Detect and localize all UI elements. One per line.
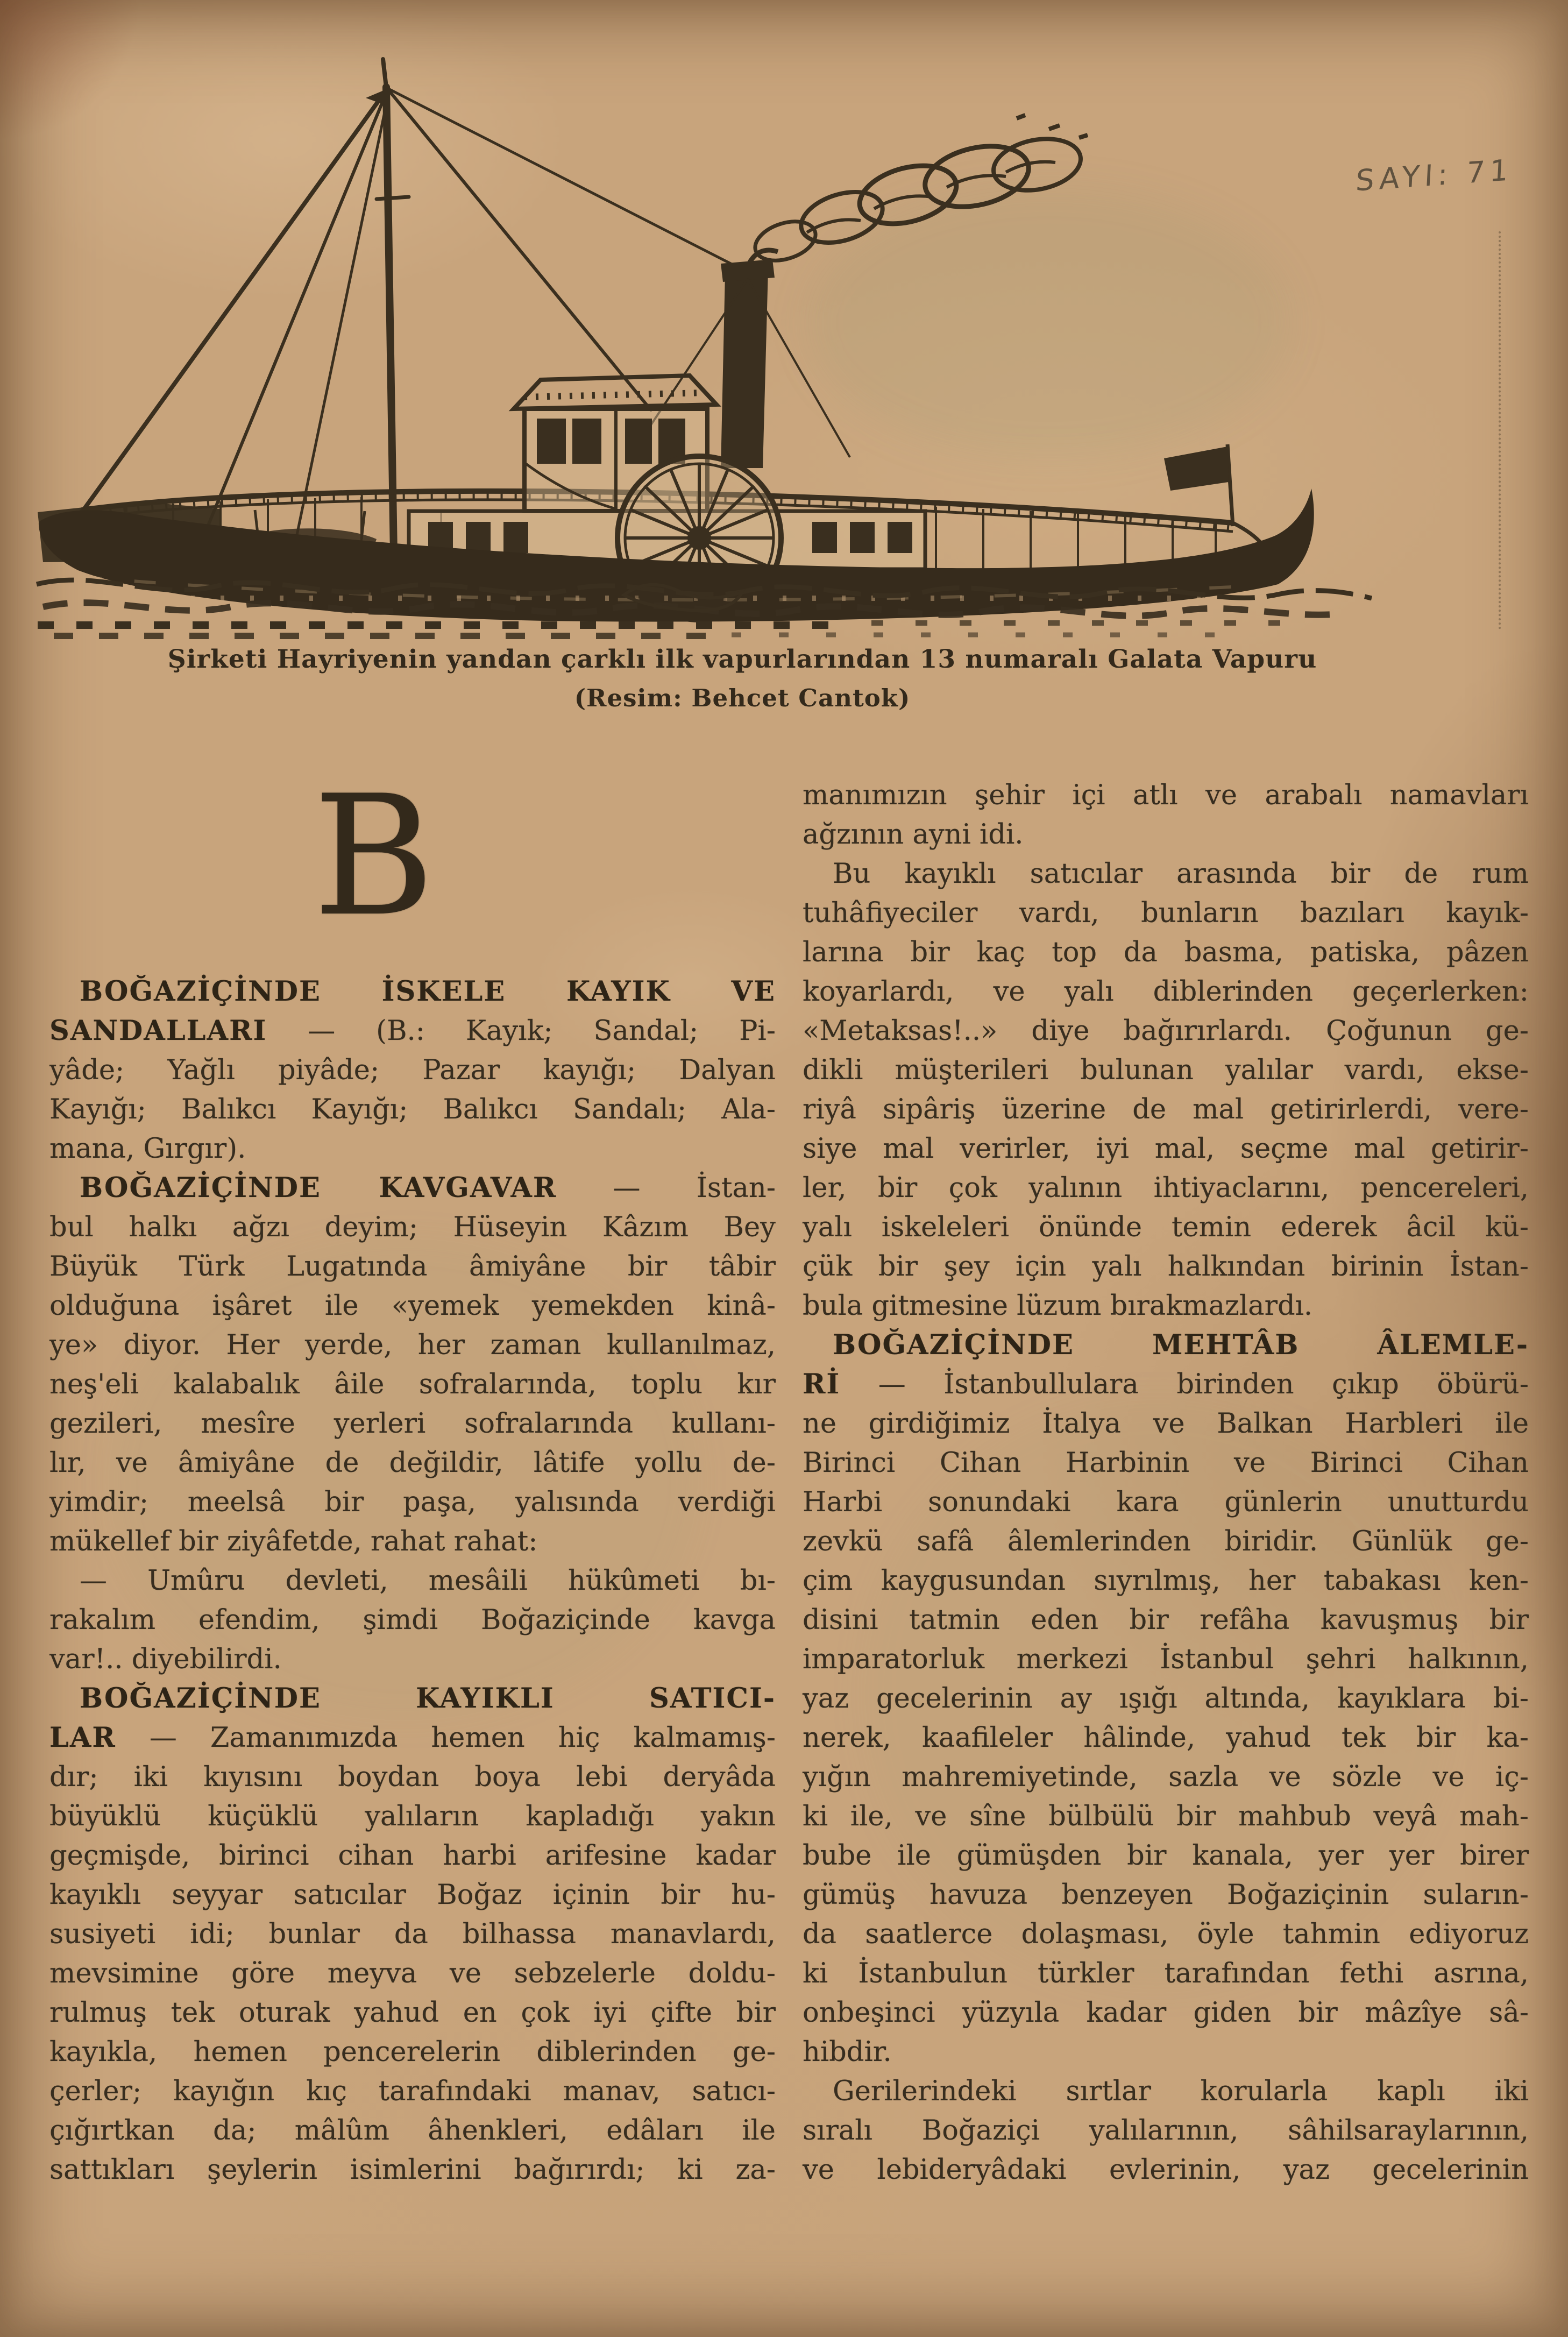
text-line: yâde; Yağlı piyâde; Pazar kayığı; Dalyan: [49, 1054, 776, 1086]
caption-line-2: (Resim: Behcet Cantok): [574, 684, 911, 712]
text-line: SANDALLARI — (B.: Kayık; Sandal; Pi-: [49, 1015, 776, 1047]
steamship-illustration: [32, 38, 1399, 640]
text-line: mana, Gırgır).: [49, 1133, 246, 1165]
text-line: çerler; kayığın kıç tarafındaki manav, satıcı-: [49, 2076, 776, 2107]
text-line: lır, ve âmiyâne de değildir, lâtife yollu de-: [49, 1447, 776, 1479]
text-line: neş'eli kalabalık âile sofralarında, toplu kır: [49, 1369, 776, 1400]
text-line: LAR — Zamanımızda hemen hiç kalmamış-: [49, 1722, 776, 1754]
text-line: ler, bir çok yalının ihtiyaclarını, pencereleri,: [803, 1172, 1529, 1204]
text-line: Kayığı; Balıkcı Kayığı; Balıkcı Sandalı; Ala-: [49, 1094, 776, 1125]
text-line: BOĞAZİÇİNDE İSKELE KAYIK VE: [80, 975, 776, 1008]
text-column-left: [49, 972, 776, 2190]
text-line: zevkü safâ âlemlerinden biridir. Günlük ge-: [803, 1526, 1529, 1557]
caption-line-1: Şirketi Hayriyenin yandan çarklı ilk vapurlarından 13 numaralı Galata Vapuru: [167, 645, 1317, 674]
smoke: [748, 115, 1088, 267]
text-line: yığın mahremiyetinde, sazla ve sözle ve iç-: [803, 1761, 1529, 1793]
text-line: koyarlardı, ve yalı diblerinden geçerlerken:: [803, 976, 1529, 1008]
text-line: bube ile gümüşden bir kanala, yer yer birer: [803, 1840, 1529, 1872]
text-line: ve lebideryâdaki evlerinin, yaz gecelerinin: [803, 2154, 1529, 2186]
text-line: mevsimine göre meyva ve sebzelerle doldu-: [49, 1958, 776, 1989]
text-line: var!.. diyebilirdi.: [49, 1644, 282, 1675]
text-line: da saatlerce dolaşması, öyle tahmin ediyoruz: [803, 1918, 1529, 1950]
text-line: rakalım efendim, şimdi Boğaziçinde kavga: [49, 1604, 776, 1636]
text-line: riyâ sipâriş üzerine de mal getirirlerdi, vere-: [803, 1094, 1529, 1125]
page-fold-mark: [1499, 231, 1501, 629]
text-line: «Metaksas!..» diye bağırırlardı. Çoğunun ge-: [803, 1015, 1529, 1047]
text-line: sıralı Boğaziçi yalılarının, sâhilsaraylarının,: [803, 2115, 1529, 2147]
text-line: Birinci Cihan Harbinin ve Birinci Cihan: [803, 1447, 1529, 1479]
text-line: — Umûru devleti, mesâili hükûmeti bı-: [80, 1565, 776, 1597]
text-line: Bu kayıklı satıcılar arasında bir de rum: [833, 858, 1529, 890]
text-line: Harbi sonundaki kara günlerin unutturdu: [803, 1486, 1529, 1518]
text-line: BOĞAZİÇİNDE MEHTÂB ÂLEMLE-: [833, 1329, 1529, 1361]
text-line: susiyeti idi; bunlar da bilhassa manavlardı,: [49, 1918, 776, 1950]
text-column-right: [803, 776, 1529, 2190]
text-line: olduğuna işâret ile «yemek yemekden kinâ-: [49, 1290, 776, 1322]
text-line: kayıkla, hemen pencerelerin diblerinden ge-: [49, 2036, 776, 2068]
text-line: yalı iskeleleri önünde temin ederek âcil kü-: [803, 1212, 1529, 1243]
text-line: rulmuş tek oturak yahud en çok iyi çifte bir: [49, 1997, 776, 2029]
text-line: hibdir.: [803, 2036, 892, 2068]
text-line: tuhâfiyeciler vardı, bunların bazıları kayık-: [803, 897, 1529, 929]
text-line: ye» diyor. Her yerde, her zaman kullanılmaz,: [49, 1329, 776, 1361]
text-line: ki ile, ve sîne bülbülü bir mahbub veyâ mah-: [803, 1801, 1529, 1832]
text-line: larına bir kaç top da basma, patiska, pâzen: [803, 937, 1529, 968]
text-line: gümüş havuza benzeyen Boğaziçinin suların-: [803, 1879, 1529, 1911]
text-line: ki İstanbulun türkler tarafından fethi asrına,: [803, 1958, 1529, 1989]
text-line: yimdir; meelsâ bir paşa, yalısında verdiği: [49, 1486, 776, 1518]
text-line: çük bir şey için yalı halkından birinin İstan-: [803, 1251, 1529, 1283]
text-line: onbeşinci yüzyıla kadar giden bir mâzîye sâ-: [803, 1997, 1529, 2029]
text-line: ağzının ayni idi.: [803, 819, 1024, 851]
text-line: BOĞAZİÇİNDE KAVGAVAR — İstan-: [80, 1172, 776, 1204]
text-line: kayıklı seyyar satıcılar Boğaz içinin bir hu-: [49, 1879, 776, 1911]
text-line: geçmişde, birinci cihan harbi arifesine kadar: [49, 1840, 776, 1872]
handwritten-issue-note: SAYI: 71: [1354, 152, 1514, 198]
text-line: mükellef bir ziyâfetde, rahat rahat:: [49, 1526, 538, 1557]
text-line: çığırtkan da; mâlûm âhenkleri, edâları ile: [49, 2115, 776, 2147]
text-line: çim kaygusundan sıyrılmış, her tabakası ken-: [803, 1565, 1529, 1597]
text-line: bula gitmesine lüzum bırakmazlardı.: [803, 1290, 1313, 1322]
text-line: sattıkları şeylerin isimlerini bağırırdı; ki za-: [49, 2154, 776, 2186]
text-line: dır; iki kıyısını boydan boya lebi deryâda: [49, 1761, 776, 1793]
drop-cap-letter: B: [313, 760, 435, 953]
text-line: dikli müşterileri bulunan yalılar vardı, ekse-: [803, 1054, 1529, 1086]
text-line: Büyük Türk Lugatında âmiyâne bir tâbir: [49, 1251, 776, 1283]
text-line: Gerilerindeki sırtlar korularla kaplı iki: [833, 2076, 1529, 2107]
text-line: büyüklü küçüklü yalıların kapladığı yakın: [49, 1801, 776, 1832]
illustration-caption: [86, 640, 1399, 718]
text-line: BOĞAZİÇİNDE KAYIKLI SATICI-: [80, 1682, 776, 1715]
text-line: imparatorluk merkezi İstanbul şehri halkının,: [803, 1644, 1529, 1675]
text-line: nerek, kaafileler hâlinde, yahud tek bir ka-: [803, 1722, 1529, 1754]
text-line: bul halkı ağzı deyim; Hüseyin Kâzım Bey: [49, 1212, 776, 1243]
text-line: gezileri, mesîre yerleri sofralarında kullanı-: [49, 1408, 776, 1440]
text-line: manımızın şehir içi atlı ve arabalı namavları: [803, 780, 1529, 811]
text-line: Rİ — İstanbullulara birinden çıkıp öbürü-: [803, 1368, 1529, 1400]
text-line: ne girdiğimiz İtalya ve Balkan Harbleri ile: [803, 1408, 1529, 1440]
text-line: disini tatmin eden bir refâha kavuşmuş bir: [803, 1604, 1529, 1636]
text-line: siye mal verirler, iyi mal, seçme mal getirir-: [803, 1133, 1529, 1165]
text-line: yaz gecelerinin ay ışığı altında, kayıklara bi-: [803, 1683, 1529, 1715]
